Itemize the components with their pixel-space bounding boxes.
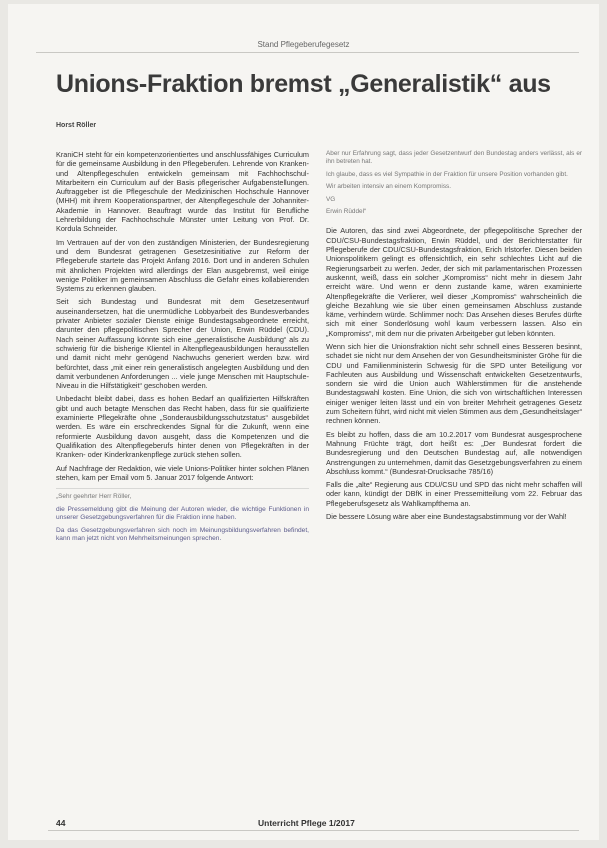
paragraph: Im Vertrauen auf der von den zuständigen Ministerien, der Bundesregierung und dem Bundesrat getragenen Gesetzesinitiative zur Reform der Pflegeberufe startete das Projekt Anfang 2016. Dort und in anderen Schulen mit ähnlichen Projekten wird allerdings der Elan ausgebremst, weil einige wenige Politiker im gemeinsamen Abschluss die Gefahr eines kollabierenden Systems zu erkennen glauben.: [56, 237, 309, 294]
header-rule: [36, 52, 579, 53]
footer-rule: [48, 830, 579, 831]
magazine-page: [8, 4, 599, 840]
quote-line: Aber nur Erfahrung sagt, dass jeder Gesetzentwurf den Bundestag anders verlässt, als er ihn betreten hat.: [326, 150, 582, 166]
quote-line: VG: [326, 195, 336, 203]
right-column: [326, 150, 582, 525]
magazine-issue: Unterricht Pflege 1/2017: [258, 818, 355, 828]
paragraph: Die Autoren, das sind zwei Abgeordnete, der pflegepolitische Sprecher der CDU/CSU-Bundestagsfraktion, Erwin Rüddel, und der Berichterstatter für Pflegeberufe der CDU/CSU-Bundestagsfraktion, Erich Irlstorfer. Diesen beiden Unionspolitikern gelingt es offensichtlich, ein sehr schlechtes Licht auf die Regierungsarbeit zu werfen. Jeder, der sich mit parlamentarischen Prozessen auskennt, weiß, dass ein solcher „Kompromiss“ nicht mehr in diesem Jahr erreicht wäre. Und wenn er denn zustande kame, wären examinierte Altenpflegekräfte die Verlierer, weil dieser „Kompromiss“ wahrscheinlich die gleiche Bezahlung wie sie über einen gemeinsamen Abschluss zustande käme, verhindern würde. Schlimmer noch: Das Ansehen dieses Berufes dürfte sich mit einer Sonderlösung wohl kaum verbessern lassen. Also ein „Kompromiss“, mit dem nur die privaten Arbeitgeber gut leben könnten.: [326, 226, 582, 338]
paragraph: Falls die „alte“ Regierung aus CDU/CSU und SPD das nicht mehr schaffen will oder kann, kündigt der DBfK in einer Pressemitteilung vom 22. Februar das Pflegeberufsgesetz als Wahlkampfthema an.: [326, 480, 582, 508]
article-author: Horst Röller: [56, 122, 97, 129]
paragraph: Wenn sich hier die Unionsfraktion nicht sehr schnell eines Besseren besinnt, schadet sie nicht nur dem Ansehen der von Gesundheitsminister Gröhe für die CDU und Familienministerin Schwesig für die SPD unter Beteiligung vor Fachleuten aus Ausbildung und Wissenschaft entwickelten Gesetzentwurfs, sondern sie wird die Union auch Wählerstimmen für die anstehende Bundestagswahl kosten. Eine Union, die sich von wirtschaftlichen Interessen einiger weniger leiten lässt und ein von breiter Mehrheit getragenes Gesetz zum Scheitern führt, wird nicht mit vielen Stimmen aus dem „Gesundheitslager“ rechnen können.: [326, 342, 582, 426]
quote-line: Ich glaube, dass es viel Sympathie in der Fraktion für unsere Position vorhanden gibt.: [326, 170, 568, 178]
section-kicker: Stand Pflegeberufegesetz: [257, 40, 350, 49]
article-title: Unions-Fraktion bremst „Generalistik“ aus: [56, 70, 551, 98]
quote-line: Da das Gesetzgebungsverfahren sich noch im Meinungsbildungsverfahren befindet, kann man jetzt nicht von Mehrheitsmeinungen sprechen.: [56, 526, 309, 543]
email-quote-continued: [326, 150, 582, 216]
paragraph: Auf Nachfrage der Redaktion, wie viele Unions-Politiker hinter solchen Plänen stehen, kam per Email vom 5. Januar 2017 folgende Antwort:: [56, 463, 309, 482]
paragraph: Die bessere Lösung wäre aber eine Bundestagsabstimmung vor der Wahl!: [326, 512, 567, 522]
email-quote: [56, 488, 309, 544]
paragraph: Unbedacht bleibt dabei, dass es hohen Bedarf an qualifizierten Hilfskräften gibt und auch betagte Menschen das Recht haben, dass für sie qualifizierte examinierte Pflegekräfte ohne „Sonderausbildungsschutzstatus“ ausgebildet werden. Es wäre ein erschreckendes Signal für die Zukunft, wenn eine reformierte Ausbildung davon ausgeht, dass die Kompetenzen und die Qualifikation des Altenpflegeberufs hinter denen von Pflegekräften in der Kranken- oder Kinderkrankenpflege zurück stehen sollen.: [56, 394, 309, 460]
paragraph: Seit sich Bundestag und Bundesrat mit dem Gesetzesentwurf auseinandersetzen, hat die unermüdliche Lobbyarbeit des Bundesverbandes privater Anbieter sozialer Dienste einige Bundestagsabgeordnete erreicht, darunter den pflegepolitischen Sprecher der Union, Erwin Rüddel (CDU). Nach seiner Auffassung könnte sich eine „generalistische Ausbildung“ als zu schwierig für die bisherige Klientel in Altenpflegeausbildungen herausstellen und damit nicht mehr genügend Nachwuchs generiert werden bzw. wird befürchtet, dass „mit einer rein generalistisch angelegten Ausbildung und den damit verbundenen Anforderungen ... viele junge Menschen mit Hauptschule-Niveau in die Hilfstätigkeit“ geschoben werden.: [56, 297, 309, 391]
left-column: [56, 150, 309, 548]
page-number: 44: [56, 818, 66, 828]
quote-line: Wir arbeiten intensiv an einem Kompromiss.: [326, 183, 452, 191]
paragraph: Es bleibt zu hoffen, dass die am 10.2.2017 vom Bundesrat ausgesprochene Mahnung Früchte trägt, dort heißt es: „Der Bundesrat fordert die Bundesregierung und den Deutschen Bundestag auf, alle notwendigen Anstrengungen zu unternehmen, damit das Gesetzgebungsverfahren zu einem Abschluss kommt.“ (Bundesrat-Drucksache 785/16): [326, 429, 582, 476]
paragraph: KraniCH steht für ein kompetenzorientiertes und anschlussfähiges Curriculum für die gemeinsame Ausbildung in den Pflegeberufen. Lehrende von Kranken- und Altenpflegeschulen entwickeln gemeinsam mit Fachhochschul-Mitarbeitern ein Curriculum auf der Basis pflegerischer Aufgabenstellungen. Auftraggeber ist die Pflegeschule der Medizinischen Hochschule Hannover (MHH) mit ihrem Kooperationspartner, der Altenpflegeschule der Johanniter-Akademie in Hannover. Beauftragt wurde das Institut für Berufliche Lehrerbildung der Fachhochschule Münster unter Leitung von Prof. Dr. Kordula Schneider.: [56, 150, 309, 234]
quote-line: die Pressemeldung gibt die Meinung der Autoren wieder, die wichtige Funktionen in unserer Gesetzgebungsverfahren für die Fraktion inne haben.: [56, 505, 309, 522]
quote-line: Erwin Rüddel“: [326, 208, 367, 216]
quote-line: „Sehr geehrter Herr Röller,: [56, 493, 132, 501]
